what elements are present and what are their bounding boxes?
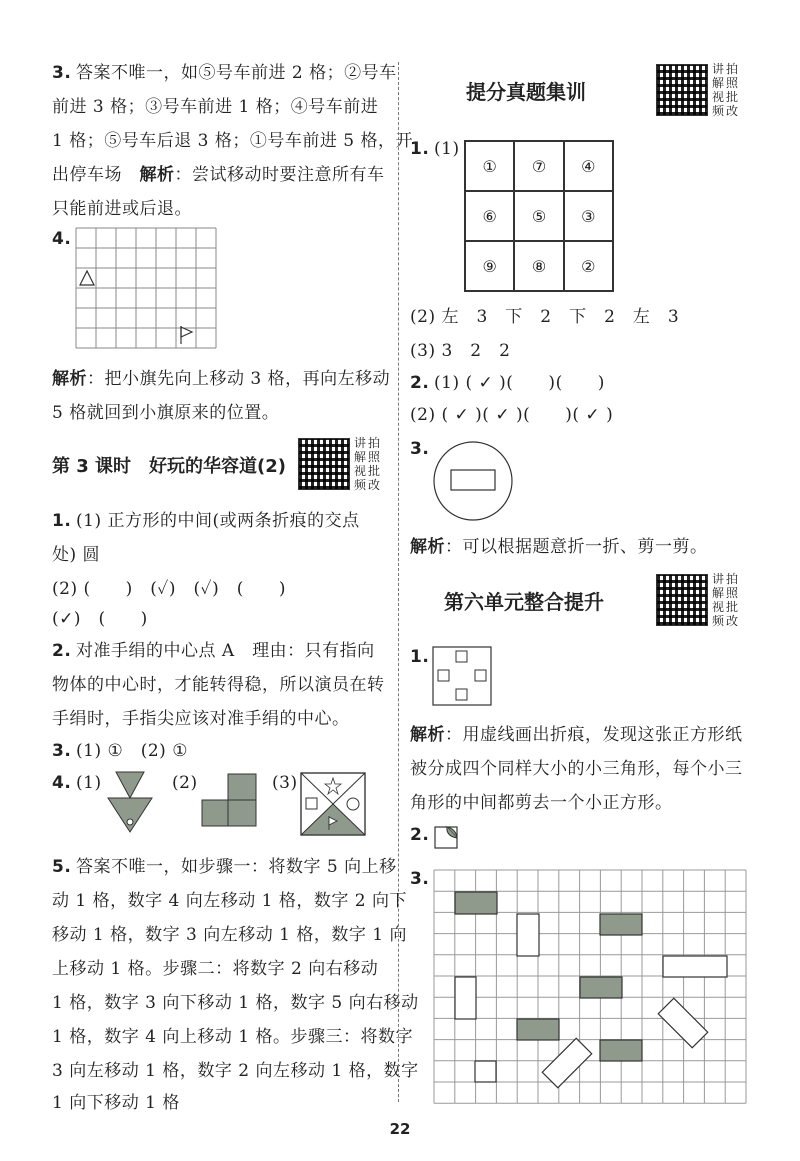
question-number: 5. [52, 857, 72, 877]
grid-cell: ① [465, 141, 514, 191]
grid-cell: ⑤ [514, 191, 563, 241]
answer-line: 3 向左移动 1 格，数字 2 向左移动 1 格，数字 [52, 1061, 419, 1081]
analysis-text: ：用虚线画出折痕，发现这张正方形纸 [445, 725, 743, 745]
answer-line: 处) 圆 [52, 545, 101, 565]
rectangle-grid-figure [434, 870, 746, 1108]
question-number: 1. [410, 139, 430, 159]
answer-line: 1 格；⑤号车后退 3 格；①号车前进 5 格，开 [52, 131, 413, 151]
question-number: 4. [52, 229, 72, 249]
question-number: 3. [410, 869, 430, 889]
analysis-text: ：把小旗先向上移动 3 格，再向左移动 [87, 369, 391, 389]
section-title: 第六单元整合提升 [444, 590, 604, 614]
grid-cell: ③ [564, 191, 613, 241]
qr-caption: 讲拍解照视批频改 [354, 436, 383, 492]
analysis-line: 被分成四个同样大小的小三角形，每个小三 [410, 759, 743, 779]
answer-line: (2) ( ✓ )( ✓ )( )( ✓ ) [410, 405, 614, 425]
move-grid-figure [76, 228, 218, 350]
answer-line: 只能前进或后退。 [52, 199, 192, 219]
answer-line: (3) 3 2 2 [410, 341, 511, 361]
part-label: (2) [172, 773, 198, 793]
answer-line: (✓) ( ) [52, 609, 148, 629]
qr-code-icon[interactable] [298, 438, 350, 490]
analysis-line [410, 530, 708, 564]
square-shape [306, 798, 317, 809]
question-number: 3. [410, 439, 430, 459]
question-number: 2. [410, 373, 430, 393]
analysis-label: 解析 [139, 165, 175, 185]
triangle-shape [80, 271, 94, 285]
analysis-text: ：可以根据题意折一折、剪一剪。 [445, 537, 708, 557]
number-grid [464, 140, 614, 292]
cut-paper-figure [432, 646, 492, 706]
star-square-figure [300, 772, 366, 836]
circle-shape [347, 798, 359, 810]
qr-code-icon[interactable] [656, 574, 708, 626]
analysis-line: 角形的中间都剪去一个小正方形。 [410, 793, 673, 813]
folded-corner-figure [434, 826, 460, 850]
circle-rect-figure [432, 440, 514, 522]
answer-line: 1 向下移动 1 格 [52, 1093, 180, 1113]
part-label: (1) [434, 139, 460, 159]
question-number: 3. [52, 63, 72, 83]
qr-code-icon[interactable] [656, 64, 708, 116]
answer-text: 出停车场 [52, 165, 140, 185]
answer-line: 前进 3 格；③号车前进 1 格；④号车前进 [52, 97, 379, 117]
qr-caption: 讲拍解照视批频改 [712, 572, 741, 628]
analysis-line [52, 362, 390, 396]
answer-line: 物体的中心时，才能转得稳，所以演员在转 [52, 675, 385, 695]
flag-icon [181, 326, 192, 344]
question-number: 1. [52, 511, 72, 531]
answer-line: (1) ( ✓ )( )( ) [434, 373, 605, 393]
grid-cell: ⑧ [514, 241, 563, 291]
page-number: 22 [389, 1120, 411, 1138]
question-number: 4. [52, 773, 72, 793]
qr-caption: 讲拍解照视批频改 [712, 62, 741, 118]
question-number: 1. [410, 647, 430, 667]
answer-line: 对准手绢的中心点 A 理由：只有指向 [76, 641, 375, 661]
question-number: 3. [52, 741, 72, 761]
analysis-line [410, 718, 743, 752]
lesson-title: 第 3 课时 好玩的华容道(2) [52, 456, 287, 477]
answer-line [52, 158, 385, 192]
answer-line: 动 1 格，数字 4 向左移动 1 格，数字 2 向下 [52, 891, 407, 911]
grid-cell: ⑨ [465, 241, 514, 291]
grid-cell: ② [564, 241, 613, 291]
question-number: 2. [52, 641, 72, 661]
answer-line: 1 格，数字 3 向下移动 1 格，数字 5 向右移动 [52, 993, 419, 1013]
grid-cell: ⑦ [514, 141, 563, 191]
answer-line: 1 格，数字 4 向上移动 1 格。步骤三：将数字 [52, 1027, 413, 1047]
grid-cell: ④ [564, 141, 613, 191]
analysis-label: 解析 [410, 537, 445, 557]
answer-line: 答案不唯一，如步骤一：将数字 5 向上移 [76, 857, 397, 877]
analysis-text: ：尝试移动时要注意所有车 [174, 165, 385, 185]
answer-line: 答案不唯一，如⑤号车前进 2 格；②号车 [76, 63, 397, 83]
question-number: 2. [410, 825, 430, 845]
part-label: (3) [272, 773, 298, 793]
analysis-label: 解析 [52, 369, 87, 389]
section-title: 提分真题集训 [466, 80, 586, 104]
analysis-label: 解析 [410, 725, 445, 745]
answer-line: 移动 1 格，数字 3 向左移动 1 格，数字 1 向 [52, 925, 407, 945]
answer-line: (1) ① (2) ① [76, 741, 188, 761]
part-label: (1) [76, 773, 102, 793]
fold-triangle-figure [108, 772, 152, 834]
grid-cell: ⑥ [465, 191, 514, 241]
answer-line: 上移动 1 格。步骤二：将数字 2 向右移动 [52, 959, 379, 979]
answer-line: (1) 正方形的中间(或两条折痕的交点 [76, 511, 360, 531]
answer-line: (2) ( ) (✓) (✓) ( ) [52, 579, 286, 599]
answer-line: 手绢时，手指尖应该对准手绢的中心。 [52, 709, 350, 729]
analysis-line: 5 格就回到小旗原来的位置。 [52, 403, 280, 423]
l-shape-figure [202, 774, 258, 828]
column-divider [398, 62, 399, 1102]
answer-line: (2) 左 3 下 2 下 2 左 3 [410, 307, 680, 327]
